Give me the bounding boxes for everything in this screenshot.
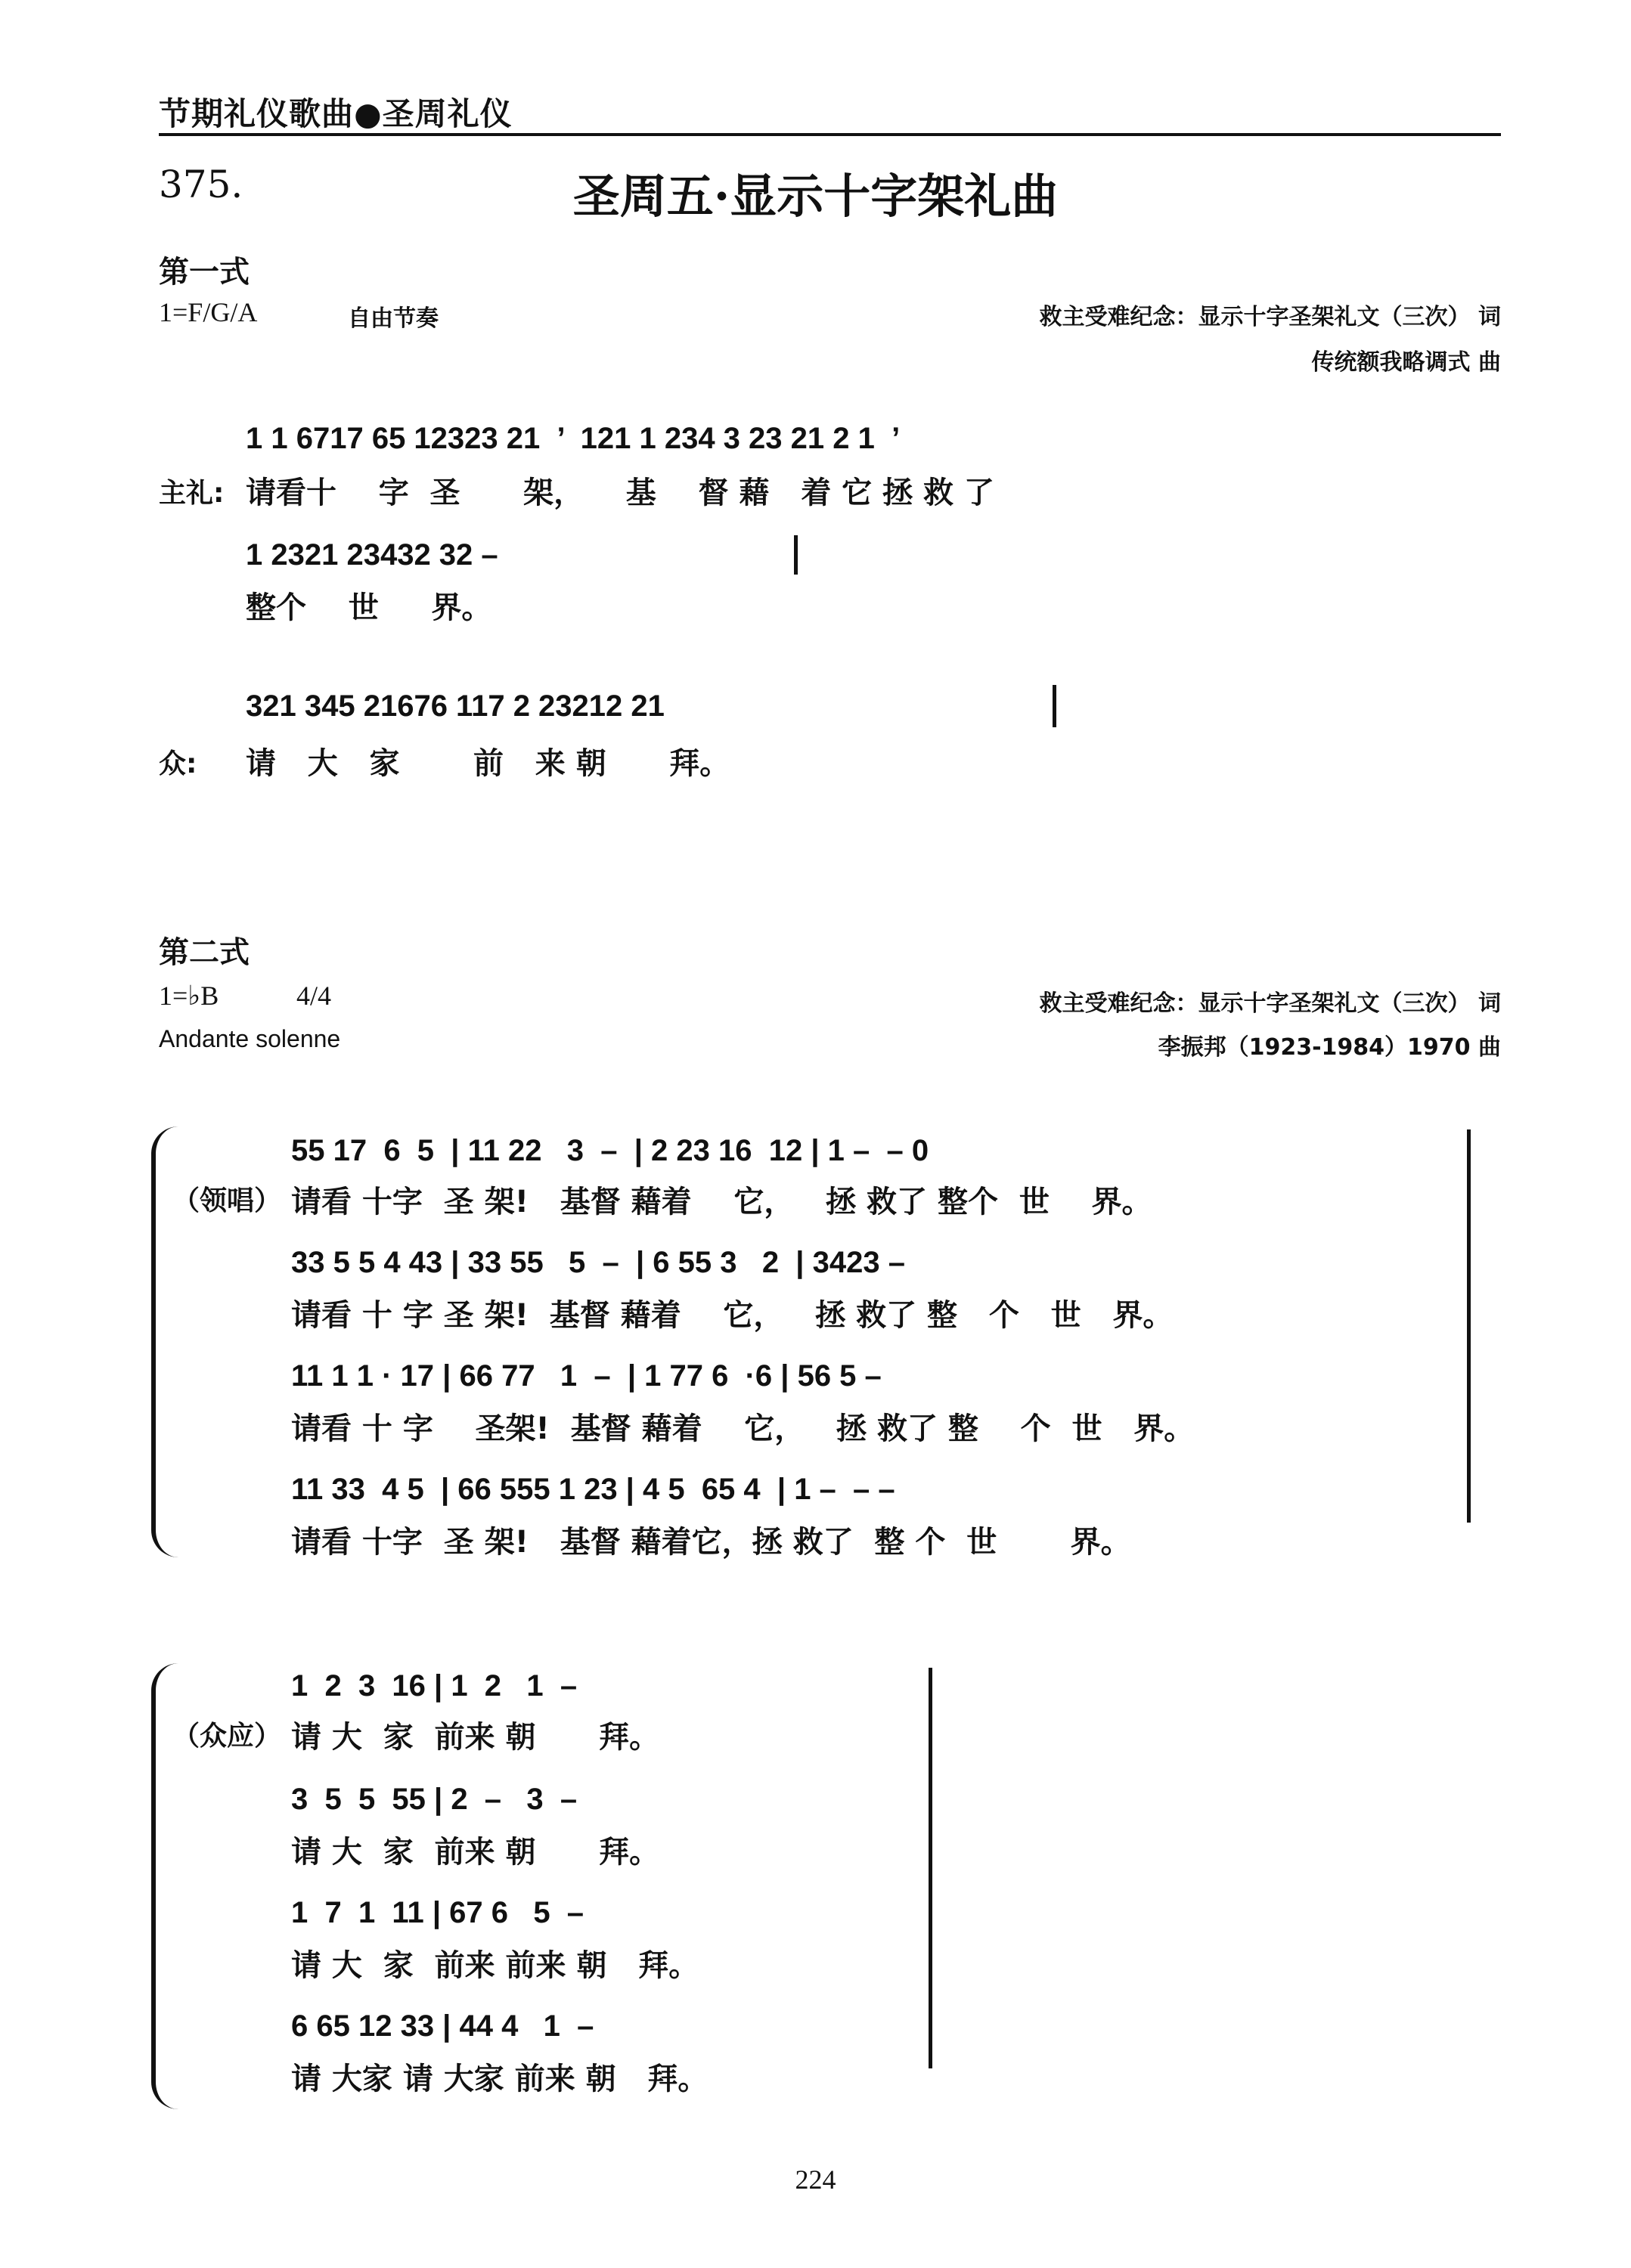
form2-tempo: Andante solenne	[159, 1025, 341, 1052]
leader-part4-notes: 11 33 4 5 | 66 555 1 23 | 4 5 65 4 | 1 – – –	[291, 1473, 895, 1506]
leader-part3-lyrics: 请看 十 字 圣架! 基督 藉着 它， 拯 救了 整 个 世 界。	[291, 1411, 1195, 1446]
header-rule	[159, 133, 1501, 136]
form1-final-bar	[794, 535, 798, 575]
form1-label: 第一式	[159, 255, 250, 290]
people-part1-notes: 1 2 3 16 | 1 2 1 –	[291, 1669, 578, 1703]
form2-key: 1=♭B	[159, 981, 219, 1011]
leader-final-bar	[1467, 1129, 1471, 1523]
people-part3-notes: 1 7 1 11 | 67 6 5 –	[291, 1896, 584, 1929]
people-part4-notes: 6 65 12 33 | 44 4 1 –	[291, 2009, 594, 2043]
form2-meter: 4/4	[296, 981, 332, 1011]
form2-lyricist: 救主受难纪念：显示十字圣架礼文（三次） 词	[1039, 990, 1501, 1017]
form1-notes-line2: 1 2321 23432 32 –	[246, 538, 498, 572]
people-part3-lyrics: 请 大 家 前来 前来 朝 拜。	[291, 1948, 699, 1983]
page-number: 224	[795, 2164, 836, 2195]
leader-part1-notes: 55 17 6 5 | 11 22 3 – | 2 23 16 12 | 1 – – 0	[291, 1134, 929, 1167]
people-part2-notes: 3 5 5 55 | 2 – 3 –	[291, 1783, 578, 1816]
form1-lyrics-line2: 整个 世 界。	[246, 590, 492, 625]
form1-composer: 传统额我略调式 曲	[1311, 349, 1501, 376]
form1-key: 1=F/G/A	[159, 297, 258, 327]
form1-lyrics-line3: 请 大 家 前 来 朝 拜。	[246, 746, 730, 781]
people-part4-lyrics: 请 大家 请 大家 前来 朝 拜。	[291, 2062, 709, 2096]
form1-tempo: 自由节奏	[348, 305, 439, 332]
leader-part4-lyrics: 请看 十字 圣 架! 基督 藉着它，拯 救了 整 个 世 界。	[291, 1525, 1131, 1560]
running-title: 节期礼仪歌曲●圣周礼仪	[159, 95, 513, 132]
people-part1-lyrics: 请 大 家 前来 朝 拜。	[291, 1720, 660, 1755]
form2-composer: 李振邦（1923-1984）1970 曲	[1158, 1034, 1501, 1061]
form1-notes-line1: 1 1 6717 65 12323 21 ’ 121 1 234 3 23 21 2 1 ’	[246, 422, 901, 455]
people-final-bar	[929, 1668, 932, 2068]
leader-part3-notes: 11 1 1 · 17 | 66 77 1 – | 1 77 6 ·6 | 56 5 –	[291, 1359, 882, 1393]
form1-presider-role: 主礼:	[159, 478, 225, 509]
people-part2-lyrics: 请 大 家 前来 朝 拜。	[291, 1835, 660, 1870]
form1-people-role: 众:	[159, 748, 197, 779]
form2-leader-role: （领唱）	[172, 1185, 282, 1216]
leader-part2-lyrics: 请看 十 字 圣 架! 基督 藉着 它， 拯 救了 整 个 世 界。	[291, 1298, 1174, 1333]
form1-final-bar-2	[1053, 685, 1056, 727]
leader-part2-notes: 33 5 5 4 43 | 33 55 5 – | 6 55 3 2 | 3423 –	[291, 1246, 905, 1279]
form1-notes-line3: 321 345 21676 117 2 23212 21	[246, 689, 665, 723]
hymn-title: 圣周五·显示十字架礼曲	[572, 169, 1059, 224]
form2-label: 第二式	[159, 935, 250, 970]
form2-people-role: （众应）	[172, 1721, 282, 1752]
form1-lyricist: 救主受难纪念：显示十字圣架礼文（三次） 词	[1039, 304, 1501, 330]
form1-lyrics-line1: 请看十 字 圣 架， 基 督 藉 着 它 拯 救 了	[246, 476, 994, 510]
leader-part1-lyrics: 请看 十字 圣 架! 基督 藉着 它， 拯 救了 整个 世 界。	[291, 1185, 1152, 1219]
hymn-number: 375.	[159, 163, 243, 206]
